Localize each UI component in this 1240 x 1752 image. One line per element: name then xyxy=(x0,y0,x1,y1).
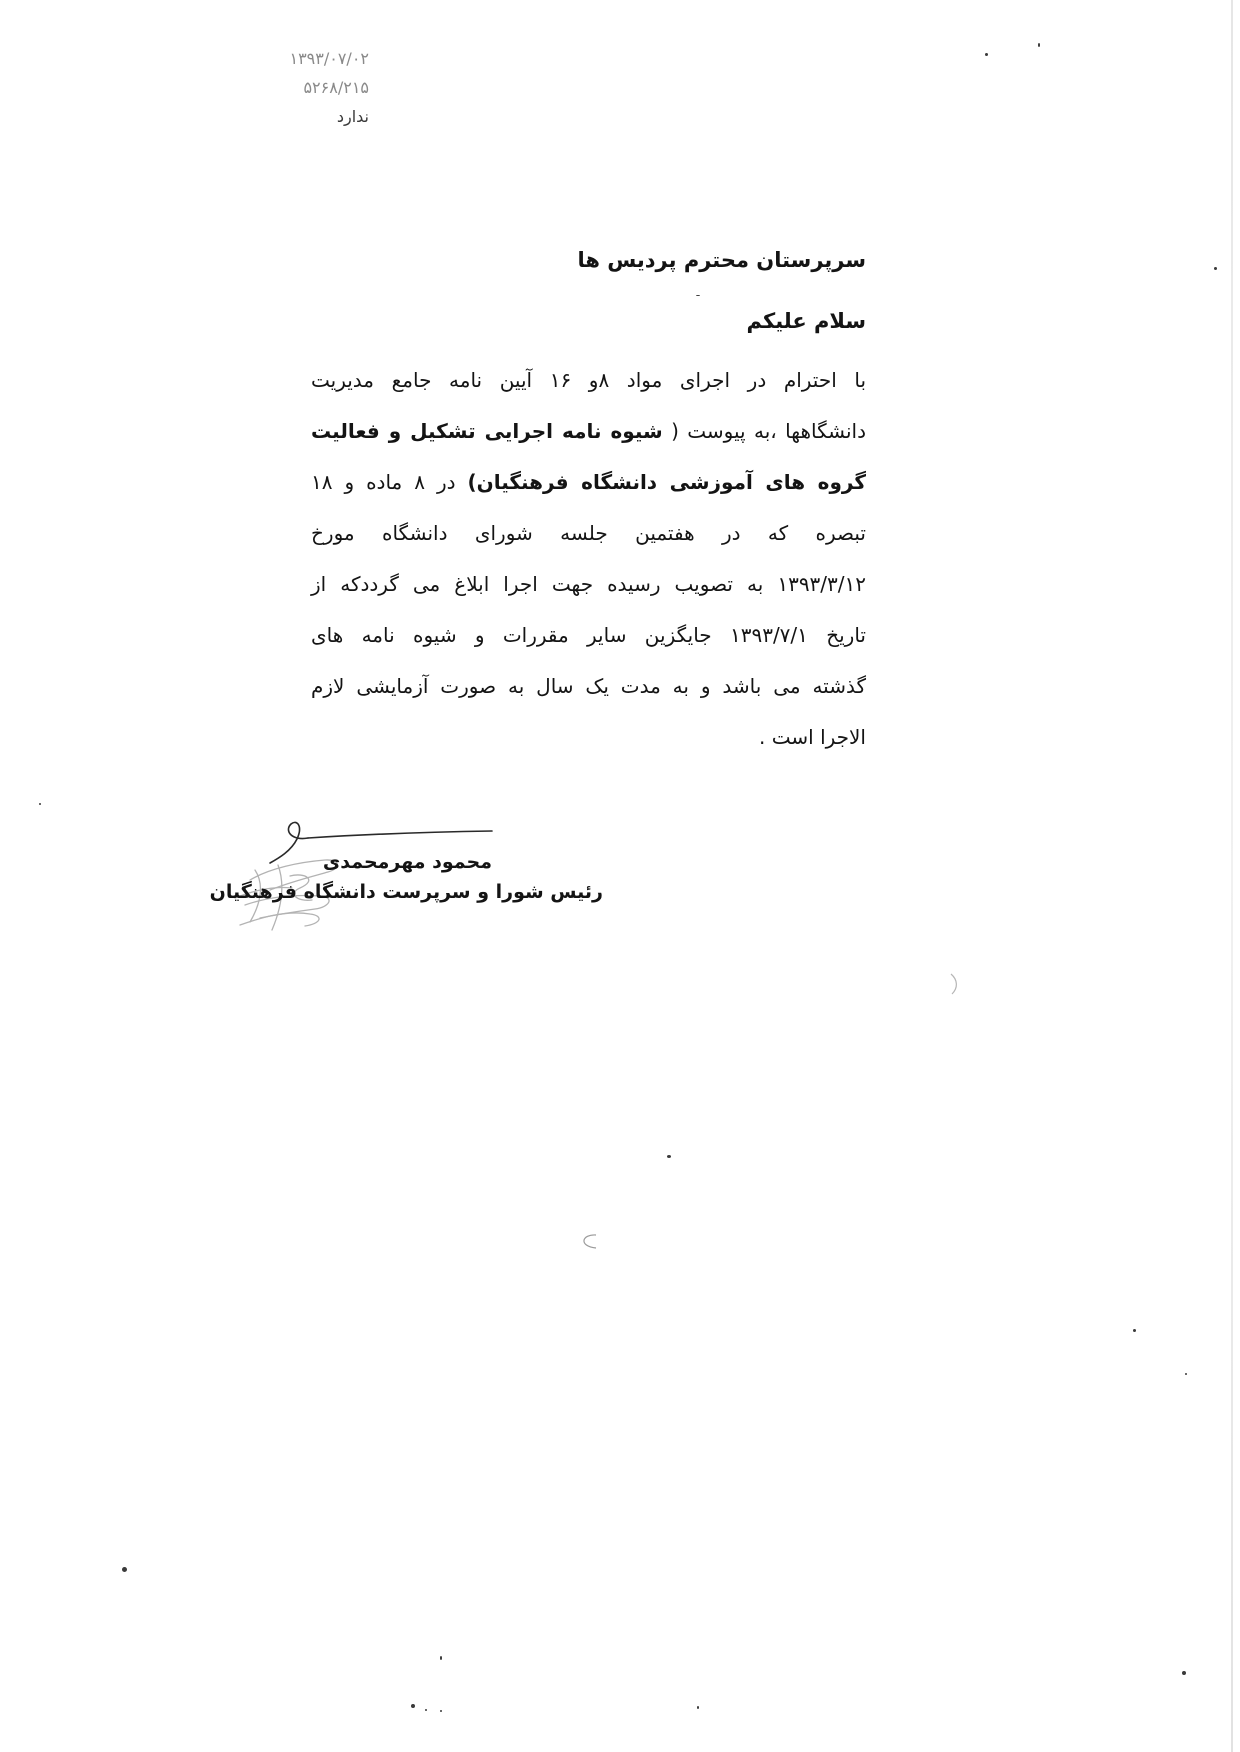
scan-speck xyxy=(122,1567,127,1572)
body-line xyxy=(311,508,866,559)
body-line xyxy=(311,406,866,457)
body-line xyxy=(311,661,866,712)
body-text: در ۸ ماده و ۱۸ xyxy=(311,470,456,494)
body-line xyxy=(311,610,866,661)
letter-meta xyxy=(289,44,369,131)
letter-attachment: ندارد xyxy=(336,107,369,126)
body-text-bold: شیوه نامه اجرایی تشکیل و فعالیت xyxy=(311,419,663,443)
scan-speck xyxy=(440,1710,442,1712)
scan-speck xyxy=(425,1709,427,1711)
scan-speck xyxy=(1133,1329,1136,1332)
body-line xyxy=(311,355,866,406)
scan-mark xyxy=(576,1232,600,1252)
addressee: سرپرستان محترم پردیس ها xyxy=(577,248,866,272)
body-text-bold: گروه های آموزشی دانشگاه فرهنگیان) xyxy=(467,470,866,494)
scan-edge xyxy=(1231,0,1233,1752)
body-line xyxy=(311,712,866,763)
signer-title: رئیس شورا و سرپرست دانشگاه فرهنگیان xyxy=(209,881,603,903)
scan-speck xyxy=(1185,1373,1187,1375)
letter-number: ۵۲۶۸/۲۱۵ xyxy=(303,78,369,97)
scan-speck xyxy=(697,1706,699,1709)
scan-speck xyxy=(1182,1671,1186,1675)
body-text: با احترام در اجرای مواد ۸و ۱۶ آیین نامه جامع مدیریت xyxy=(311,368,867,392)
scan-speck xyxy=(411,1704,415,1708)
body-text: الاجرا است . xyxy=(759,725,866,749)
body-line xyxy=(311,559,866,610)
greeting: سلام علیکم xyxy=(746,309,866,333)
scan-mark xyxy=(948,972,962,996)
scan-speck xyxy=(39,803,41,805)
body-text: تاریخ ۱۳۹۳/۷/۱ جایگزین سایر مقررات و شیوه نامه های xyxy=(311,623,866,647)
body-text: ۱۳۹۳/۳/۱۲ به تصویب رسیده جهت اجرا ابلاغ می گرددکه از xyxy=(311,572,866,596)
body-text: تبصره که در هفتمین جلسه شورای دانشگاه مورخ xyxy=(311,521,866,545)
letter-body xyxy=(311,355,866,763)
signer-name: محمود مهرمحمدی xyxy=(322,851,492,873)
scan-speck xyxy=(440,1656,442,1660)
scan-speck xyxy=(667,1155,671,1158)
letter-date: ۱۳۹۳/۰۷/۰۲ xyxy=(289,49,369,68)
scan-speck xyxy=(696,295,700,296)
scan-speck xyxy=(985,53,988,56)
scan-speck xyxy=(1214,267,1217,270)
body-line xyxy=(311,457,866,508)
body-text: گذشته می باشد و به مدت یک سال به صورت آزمایشی لازم xyxy=(311,674,866,698)
body-text: دانشگاهها ،به پیوست ( xyxy=(671,419,866,443)
scan-speck xyxy=(1038,43,1040,47)
